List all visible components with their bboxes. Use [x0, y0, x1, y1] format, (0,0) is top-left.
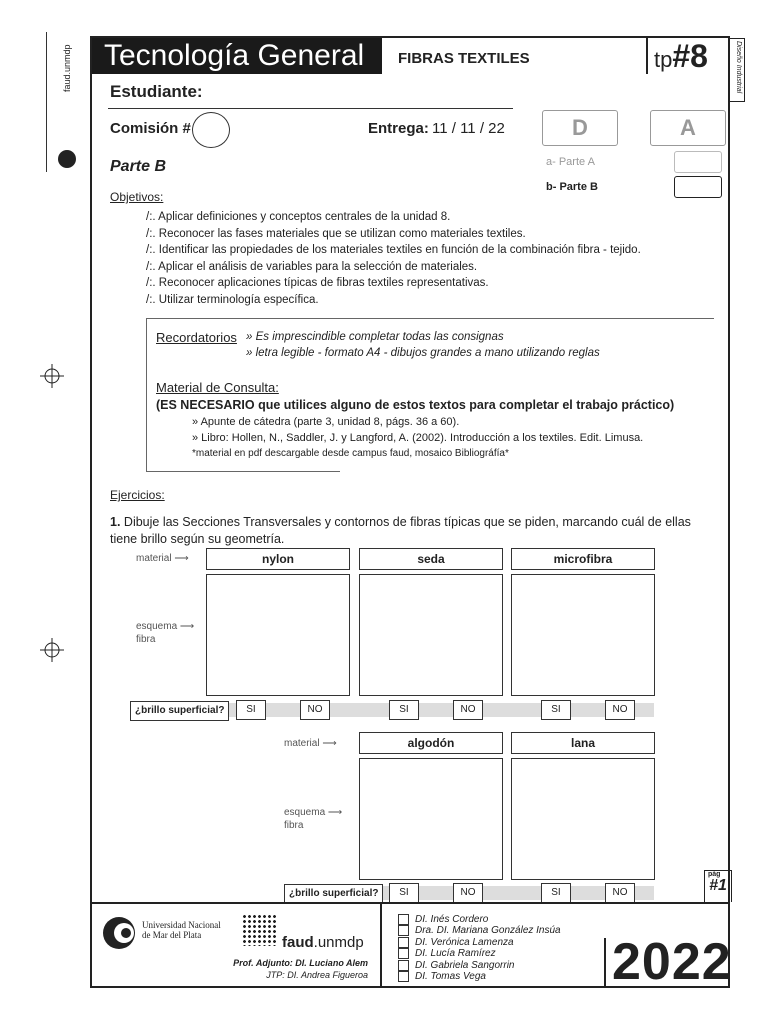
objectives-heading: Objetivos: — [110, 190, 164, 204]
team-member: DI. Tomas Vega — [398, 971, 561, 982]
professor: Prof. Adjunto: DI. Luciano Alem — [233, 958, 368, 968]
objective-item: /:. Aplicar definiciones y conceptos centrales de la unidad 8. — [146, 211, 451, 223]
no-option[interactable]: NO — [605, 883, 635, 903]
material-name-microfibra: microfibra — [511, 548, 655, 570]
subtitle: FIBRAS TEXTILES — [398, 50, 530, 67]
team-list — [398, 914, 561, 983]
reminder-line: » Es imprescindible completar todas las consignas — [246, 331, 504, 343]
material-name-lana: lana — [511, 732, 655, 754]
faud-brand — [282, 934, 364, 951]
question-number: 1. — [110, 515, 121, 529]
part-b-checkbox[interactable] — [674, 176, 722, 198]
material-name-algodon: algodón — [359, 732, 503, 754]
drawing-box-lana[interactable] — [511, 758, 655, 880]
reminder-line: » letra legible - formato A4 - dibujos grandes a mano utilizando reglas — [246, 347, 600, 359]
checkbox-icon — [398, 971, 409, 982]
material-name-seda: seda — [359, 548, 503, 570]
delivery-label: Entrega: — [368, 120, 429, 137]
objective-item: /:. Utilizar terminología específica. — [146, 293, 319, 306]
side-rule — [46, 32, 47, 172]
no-option[interactable]: NO — [453, 883, 483, 903]
faud-brand-bold: faud — [282, 934, 314, 951]
question-text: Dibuje las Secciones Transversales y contornos de fibras típicas que se piden, marcando cuál de ellas tiene brillo según su geometría. — [110, 515, 691, 546]
reminders-bottom-rule — [146, 471, 340, 472]
team-member: DI. Lucía Ramírez — [398, 948, 561, 959]
reference-item: » Libro: Hollen, N., Saddler, J. y Langford, A. (2002). Introducción a los textiles. Edit. Limusa. — [192, 432, 644, 444]
tp-number — [646, 38, 730, 74]
registration-mark-icon — [40, 364, 64, 388]
material-label: material ⟶ — [284, 738, 337, 749]
yes-option[interactable]: SI — [541, 883, 571, 903]
page-label: pág — [708, 871, 721, 878]
faud-brand-rest: .unmdp — [313, 934, 364, 951]
page-number-box — [704, 870, 732, 902]
drawing-box-algodon[interactable] — [359, 758, 503, 880]
material-heading: Material de Consulta: — [156, 380, 279, 395]
material-note: (ES NECESARIO que utilices alguno de estos textos para completar el trabajo práctico) — [156, 398, 675, 412]
tp-prefix: tp — [654, 47, 673, 72]
scheme-label-2: fibra — [284, 820, 304, 831]
material-label: material ⟶ — [136, 553, 189, 564]
scheme-label: esquema ⟶ fibra — [136, 621, 195, 645]
scheme-label: esquema ⟶ fibra — [284, 807, 343, 831]
objective-item: /:. Aplicar el análisis de variables para la selección de materiales. — [146, 260, 478, 273]
commission-label: Comisión # — [110, 120, 191, 137]
team-member: DI. Gabriela Sangorrin — [398, 960, 561, 971]
registration-mark-icon — [40, 638, 64, 662]
question-1 — [110, 514, 716, 548]
grade-box-d[interactable]: D — [542, 110, 618, 146]
side-tab — [730, 38, 745, 102]
objective-item: /:. Reconocer las fases materiales que se utilizan como materiales textiles. — [146, 227, 526, 240]
tp-value: #8 — [672, 38, 708, 74]
grade-box-a[interactable]: A — [650, 110, 726, 146]
no-option[interactable]: NO — [453, 700, 483, 720]
drawing-box-seda[interactable] — [359, 574, 503, 696]
no-option[interactable]: NO — [605, 700, 635, 720]
delivery-date: 11 / 11 / 22 — [432, 120, 505, 137]
yes-option[interactable]: SI — [236, 700, 266, 720]
scheme-label-1: esquema — [136, 621, 178, 632]
material-label-text: material — [284, 738, 320, 749]
part-a-label: a- Parte A — [546, 156, 595, 168]
drawing-box-microfibra[interactable] — [511, 574, 655, 696]
footer-rule — [90, 902, 730, 904]
university-line: de Mar del Plata — [142, 930, 202, 940]
jtp: JTP: DI. Andrea Figueroa — [266, 970, 368, 980]
faud-logo-icon — [242, 914, 278, 946]
shine-question: ¿brillo superficial? — [130, 701, 229, 721]
material-label-text: material — [136, 553, 172, 564]
footer-divider — [380, 904, 382, 988]
reminders-heading: Recordatorios — [156, 330, 237, 345]
checkbox-icon — [398, 948, 409, 959]
drawing-box-nylon[interactable] — [206, 574, 350, 696]
checkbox-icon — [398, 937, 409, 948]
student-underline — [108, 108, 513, 109]
team-member: DI. Inés Cordero — [398, 914, 561, 925]
university-line: Universidad Nacional — [142, 920, 221, 930]
university-logo-icon — [102, 916, 136, 950]
footer-divider — [604, 938, 606, 988]
shine-question: ¿brillo superficial? — [284, 884, 383, 904]
part-b-label: b- Parte B — [546, 181, 598, 193]
yes-option[interactable]: SI — [541, 700, 571, 720]
side-logo-icon — [58, 150, 76, 168]
yes-option[interactable]: SI — [389, 883, 419, 903]
objective-item: /:. Reconocer aplicaciones típicas de fibras textiles representativas. — [146, 277, 489, 289]
side-brand: faud.unmdp — [62, 44, 72, 92]
scheme-label-2: fibra — [136, 634, 156, 645]
checkbox-icon — [398, 925, 409, 936]
no-option[interactable]: NO — [300, 700, 330, 720]
checkbox-icon — [398, 960, 409, 971]
reference-item: *material en pdf descargable desde campus faud, mosaico Bibliográfía* — [192, 448, 509, 459]
page-number: #1 — [709, 877, 727, 894]
part-a-checkbox[interactable] — [674, 151, 722, 173]
material-name-nylon: nylon — [206, 548, 350, 570]
team-member: Dra. DI. Mariana González Insúa — [398, 925, 561, 936]
side-tab-label: Diseño Industrial — [735, 41, 742, 94]
part-label: Parte B — [110, 158, 167, 175]
team-member: DI. Verónica Lamenza — [398, 937, 561, 948]
objectives-list — [146, 209, 641, 308]
objective-item: /:. Identificar las propiedades de los materiales textiles en función de la combinación fibra - tejido. — [146, 244, 641, 256]
university-name — [142, 920, 221, 940]
yes-option[interactable]: SI — [389, 700, 419, 720]
commission-field[interactable] — [192, 112, 230, 148]
year: 2022 — [612, 933, 732, 991]
checkbox-icon — [398, 914, 409, 925]
student-label: Estudiante: — [110, 82, 203, 101]
scheme-label-1: esquema — [284, 807, 326, 818]
page-title: Tecnología General — [92, 38, 382, 74]
reference-item: » Apunte de cátedra (parte 3, unidad 8, págs. 36 a 60). — [192, 416, 460, 428]
exercises-heading: Ejercicios: — [110, 488, 165, 502]
